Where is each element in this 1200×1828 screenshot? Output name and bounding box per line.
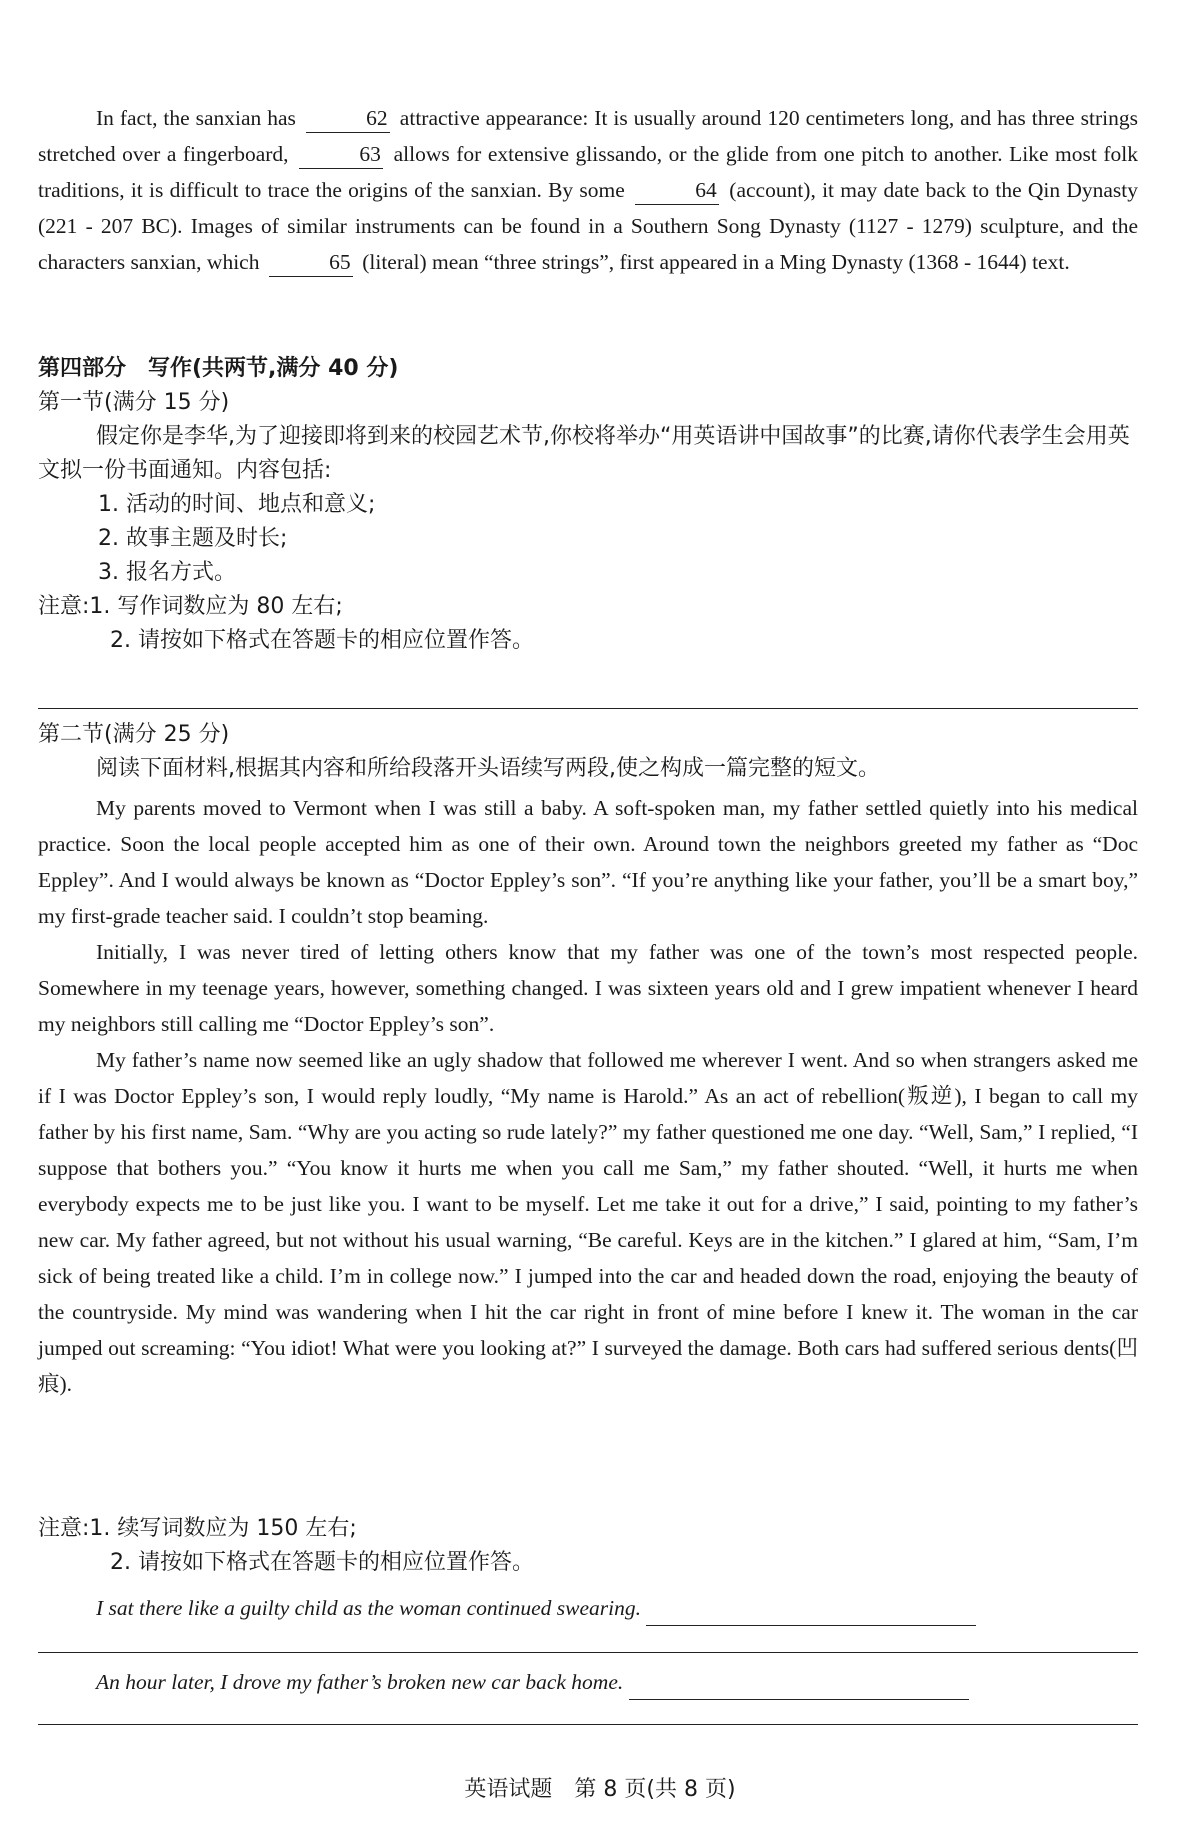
part4-heading: 第四部分 写作(共两节,满分 40 分) xyxy=(38,356,399,381)
story-paragraph-1: My parents moved to Vermont when I was still a baby. A soft-spoken man, my father settled quietly into his medical practice. Soon the local people accepted him as one of their own. Around town the neighbors greeted my father as “Doc Eppley”. And I would always be known as “Doctor Eppley’s son”. “If you’re anything like your father, you’ll be a smart boy,” my first-grade teacher said. I couldn’t stop beaming. xyxy=(38,796,1138,928)
blank-62: 62 xyxy=(306,104,390,133)
passage-text: (literal) mean “three strings”, first appeared in a Ming Dynasty (1368 - 1644) text. xyxy=(362,250,1070,274)
section2-note-2: 2. 请按如下格式在答题卡的相应位置作答。 xyxy=(110,1550,534,1575)
blank-64: 64 xyxy=(635,176,719,205)
continuation-opening-2 xyxy=(38,1664,1138,1700)
page-footer: 英语试题 第 8 页(共 8 页) xyxy=(464,1777,736,1802)
section1-note-2: 2. 请按如下格式在答题卡的相应位置作答。 xyxy=(110,628,534,653)
continuation-opening-1 xyxy=(38,1590,1138,1626)
section2-notes xyxy=(38,1512,1138,1580)
section2-prompt: 阅读下面材料,根据其内容和所给段落开头语续写两段,使之构成一篇完整的短文。 xyxy=(96,756,880,781)
story-text xyxy=(38,790,1138,1402)
writing-section-2-header xyxy=(38,718,1138,786)
section1-item-1: 1. 活动的时间、地点和意义; xyxy=(98,492,376,517)
section1-prompt: 假定你是李华,为了迎接即将到来的校园艺术节,你校将举办“用英语讲中国故事”的比赛,请你代表学生会用英文拟一份书面通知。内容包括: xyxy=(38,424,1130,483)
passage-paragraph xyxy=(38,100,1138,280)
opening-sentence-1: I sat there like a guilty child as the woman continued swearing. xyxy=(96,1596,641,1620)
blank-63: 63 xyxy=(299,140,383,169)
answer-blank xyxy=(629,1673,969,1700)
passage-text: allows for extensive glissando, or the glide from one pitch to another. Like most folk traditions, it is difficult to trace the origins of the sanxian. By some xyxy=(38,142,1138,202)
section1-item-3: 3. 报名方式。 xyxy=(98,560,236,585)
story-paragraph-3: My father’s name now seemed like an ugly shadow that followed me wherever I went. And so when strangers asked me if I was Doctor Eppley’s son, I would reply loudly, “My name is Harold.” As an act of rebellion(叛逆), I began to call my father by his first name, Sam. “Why are you acting so rude lately?” my father questioned me one day. “Well, Sam,” I replied, “I suppose that bothers you.” “You know it hurts me when you call me Sam,” my father shouted. “Well, it hurts me when everybody expects me to be just like you. I want to be myself. Let me take it out for a drive,” I said, pointing to my father’s new car. My father agreed, but not without his usual warning, “Be careful. Keys are in the kitchen.” I glared at him, “Sam, I’m sick of being treated like a child. I’m in college now.” I jumped into the car and headed down the road, enjoying the beauty of the countryside. My mind was wandering when I hit the car right in front of mine before I knew it. The woman in the car jumped out screaming: “You idiot! What were you looking at?” I surveyed the damage. Both cars had suffered serious dents(凹痕). xyxy=(38,1048,1138,1396)
answer-line xyxy=(38,1652,1138,1653)
passage-text: attractive appearance: It is usually around 120 centimeters long, and has three strings stretched over a fingerboard, xyxy=(38,106,1138,166)
section1-item-2: 2. 故事主题及时长; xyxy=(98,526,288,551)
reading-passage xyxy=(38,100,1138,280)
story-paragraph-2: Initially, I was never tired of letting others know that my father was one of the town’s most respected people. Somewhere in my teenage years, however, something changed. I was sixteen years old and I grew impatient whenever I heard my neighbors still calling me “Doctor Eppley’s son”. xyxy=(38,940,1138,1036)
section1-heading: 第一节(满分 15 分) xyxy=(38,390,230,415)
opening-sentence-2: An hour later, I drove my father’s broken new car back home. xyxy=(96,1670,624,1694)
blank-65: 65 xyxy=(269,248,353,277)
section2-note-1: 注意:1. 续写词数应为 150 左右; xyxy=(38,1516,357,1541)
section1-note-1: 注意:1. 写作词数应为 80 左右; xyxy=(38,594,343,619)
writing-section-1 xyxy=(38,352,1138,658)
section2-heading: 第二节(满分 25 分) xyxy=(38,722,230,747)
answer-blank xyxy=(646,1599,976,1626)
passage-text: (account), it may date back to the Qin Dynasty (221 - 207 BC). Images of similar instruments can be found in a Southern Song Dynasty (1127 - 1279) sculpture, and the characters sanxian, which xyxy=(38,178,1139,274)
passage-text: In fact, the sanxian has xyxy=(96,106,296,130)
divider-line xyxy=(38,708,1138,709)
answer-line xyxy=(38,1724,1138,1725)
